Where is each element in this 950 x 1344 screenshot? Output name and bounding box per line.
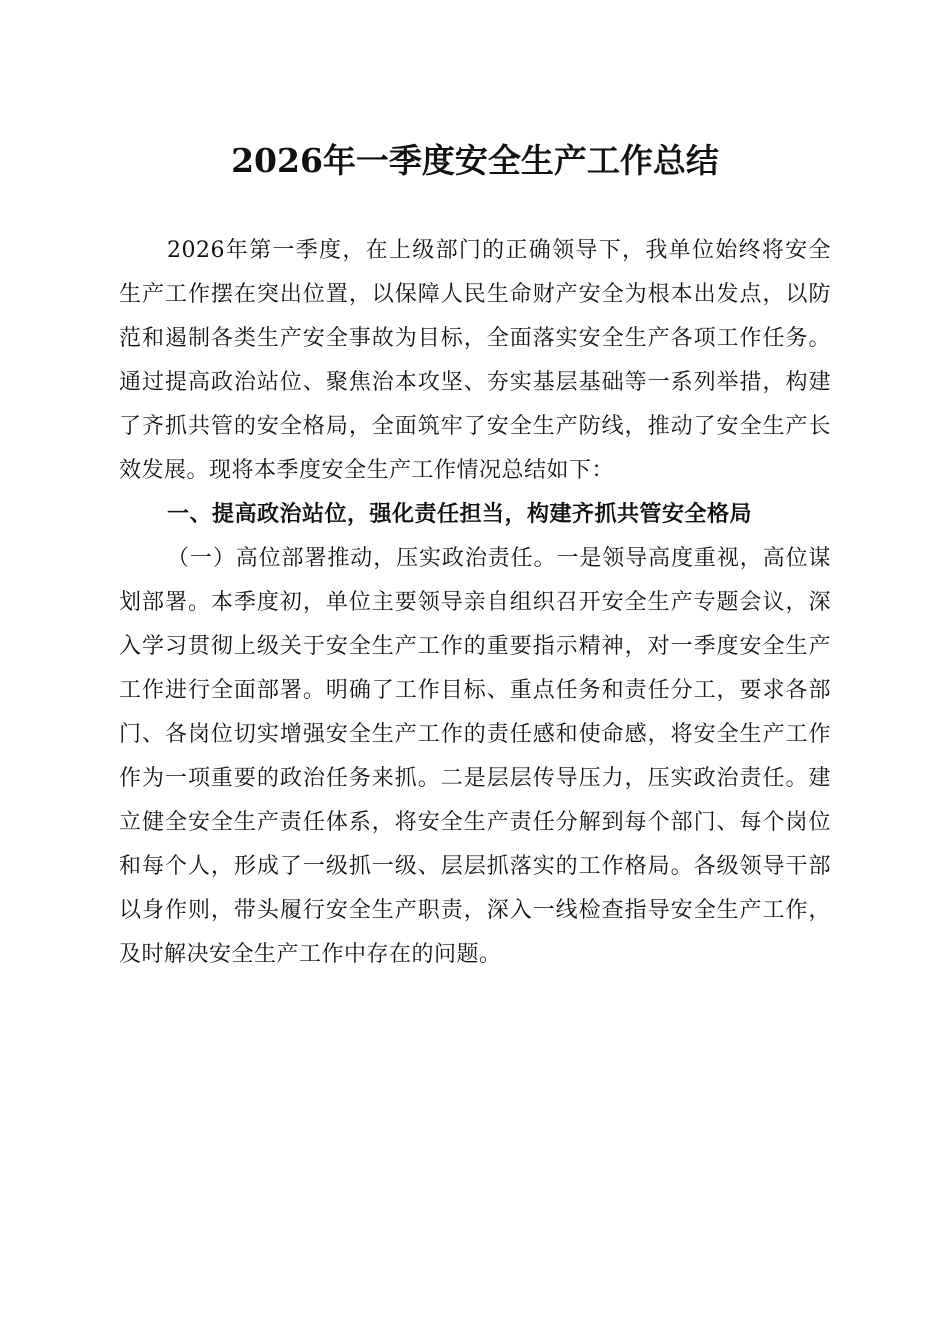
- intro-paragraph: 2026年第一季度，在上级部门的正确领导下，我单位始终将安全生产工作摆在突出位置，以保障人民生命财产安全为根本出发点，以防范和遏制各类生产安全事故为目标，全面落实安全生产各项工作任务。通过提高政治站位、聚焦治本攻坚、夯实基层基础等一系列举措，构建了齐抓共管的安全格局，全面筑牢了安全生产防线，推动了安全生产长效发展。现将本季度安全生产工作情况总结如下：: [119, 238, 831, 483]
- section-1-heading: 一、提高政治站位，强化责任担当，构建齐抓共管安全格局: [167, 502, 753, 527]
- document-title: 2026年一季度安全生产工作总结: [231, 141, 719, 180]
- section-1-paragraph-1: （一）高位部署推动，压实政治责任。一是领导高度重视，高位谋划部署。本季度初，单位主要领导亲自组织召开安全生产专题会议，深入学习贯彻上级关于安全生产工作的重要指示精神，对一季度安全生产工作进行全面部署。明确了工作目标、重点任务和责任分工，要求各部门、各岗位切实增强安全生产工作的责任感和使命感，将安全生产工作作为一项重要的政治任务来抓。二是层层传导压力，压实政治责任。建立健全安全生产责任体系，将安全生产责任分解到每个部门、每个岗位和每个人，形成了一级抓一级、层层抓落实的工作格局。各级领导干部以身作则，带头履行安全生产职责，深入一线检查指导安全生产工作，及时解决安全生产工作中存在的问题。: [119, 546, 831, 967]
- document-body: [119, 229, 831, 977]
